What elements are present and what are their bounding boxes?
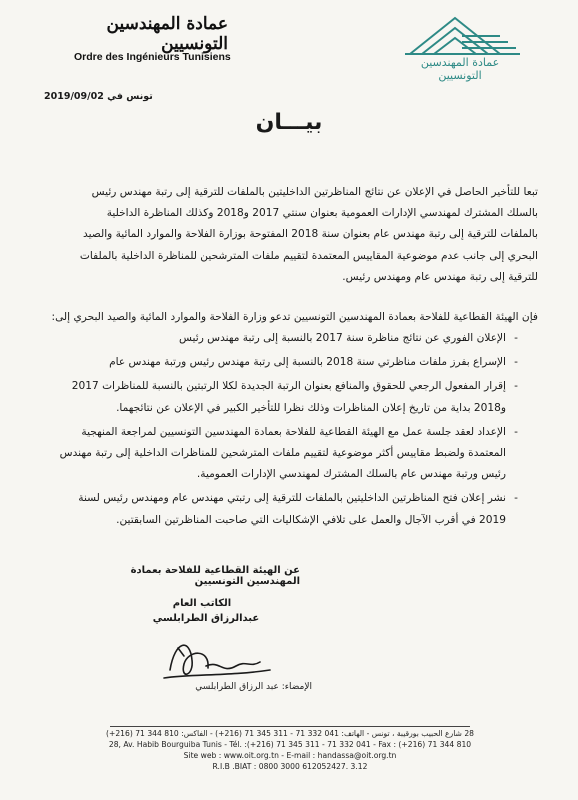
list-item: - إقرار المفعول الرجعي للحقوق والمنافع بعنوان الرتبة الجديدة لكلا الرتبتين بالنسبة للمناظرات 2017 و2018 بداية من تاريخ إعلان المناظرات وذلك نظرا للتأخير الكبير في الإعلان عن نتائجهما. [42,376,518,418]
list-item: - الإعداد لعقد جلسة عمل مع الهيئة القطاعية للفلاحة بعمادة المهندسين التونسيين لمراجعة المنهجية المعتمدة ولضبط مقاييس أكثر موضوعية لتقييم ملفات المترشحين للمناظرات الداخلية إلى رتبة مهندس رئيس ورتبة مهندس عام بالسلك المشترك لمهندسي الإدارات العمومية. [42,422,518,486]
footer-address-french: 28, Av. Habib Bourguiba Tunis - Tél. :(+216) 71 345 311 - 71 332 041 - Fax : (+216) 71 344 810 [108,740,472,749]
intro-line: تبعا للتأخير الحاصل في الإعلان عن نتائج المناظرتين الداخليتين بالملفات للترقية إلى رتبة مهندس رئيس [91,186,538,198]
logo-caption: عمادة المهندسين التونسيين [420,56,500,82]
bullet-icon: - [514,425,518,438]
bullet-icon: - [514,332,518,344]
document-title: بيـــان [255,110,323,135]
intro-line: بالسلك المشترك لمهندسي الإدارات العمومية بعنوان سنتي 2017 و2018 وكذلك المناظرة الداخلية [106,207,538,220]
list-item: - نشر إعلان فتح المناظرتين الداخليتين بالملفات للترقية إلى رتبتي مهندس عام ومهندس رئيس لسنة 2019 في أقرب الآجال والعمل على تلافي الإشكاليات التي صاحبت المناظرتين السابقتين. [42,488,518,530]
footer-address-arabic: 28 شارع الحبيب بورقيبة ، تونس - الهاتف: 041 332 71 - 311 345 71 (216+) - الفاكس: 810 344 71 (216+) [106,729,474,738]
footer-web-email: Site web : www.oit.org.tn - E-mail : handassa@oit.org.tn [183,751,397,760]
lead-sentence: فإن الهيئة القطاعية للفلاحة بعمادة المهندسين التونسيين تدعو وزارة الفلاحة والموارد المائية والصيد البحري إلى: [51,311,538,323]
signature-label: الإمضاء: عبد الرزاق الطرابلسي [195,682,312,692]
demands-list [42,328,518,534]
intro-line: بالملفات للترقية إلى رتبة مهندس عام بعنوان سنة 2018 المفتوحة بوزارة الفلاحة والموارد المائية والصيد [83,228,538,241]
signatory-name: عبدالرزاق الطرابلسي [152,613,260,624]
bullet-icon: - [514,380,518,393]
intro-line: للترقية إلى رتبة مهندس عام ومهندس رئيس. [342,270,538,283]
bullet-icon: - [514,492,518,505]
footer-contact [82,728,498,772]
footer-bank-rib: R.I.B .BIAT : 0800 3000 612052427. 3.12 [212,762,368,771]
signatory-role: الكاتب العام [172,598,232,609]
intro-line: البحري إلى جانب عدم موضوعية المقاييس المعتمدة لتقييم ملفات المترشحين للمناظرة الداخلية بالملفات [79,249,538,262]
signatory-organization: عن الهيئة القطاعية للفلاحة بعمادة المهندسين التونسيين [130,565,300,587]
org-name-arabic: عمادة المهندسين التونسيين [106,14,228,54]
footer-divider [110,726,470,727]
list-item: - الإعلان الفوري عن نتائج مناظرة سنة 2017 بالنسبة إلى رتبة مهندس رئيس [42,328,518,349]
bullet-icon: - [514,356,518,369]
document-date: تونس في 2019/09/02 [44,91,153,102]
intro-paragraph [42,182,538,288]
list-item: - الإسراع بفرز ملفات مناظرتي سنة 2018 بالنسبة إلى رتبة مهندس رئيس ورتبة مهندس عام [42,352,518,373]
org-name-french: Ordre des Ingénieurs Tunisiens [74,51,231,63]
